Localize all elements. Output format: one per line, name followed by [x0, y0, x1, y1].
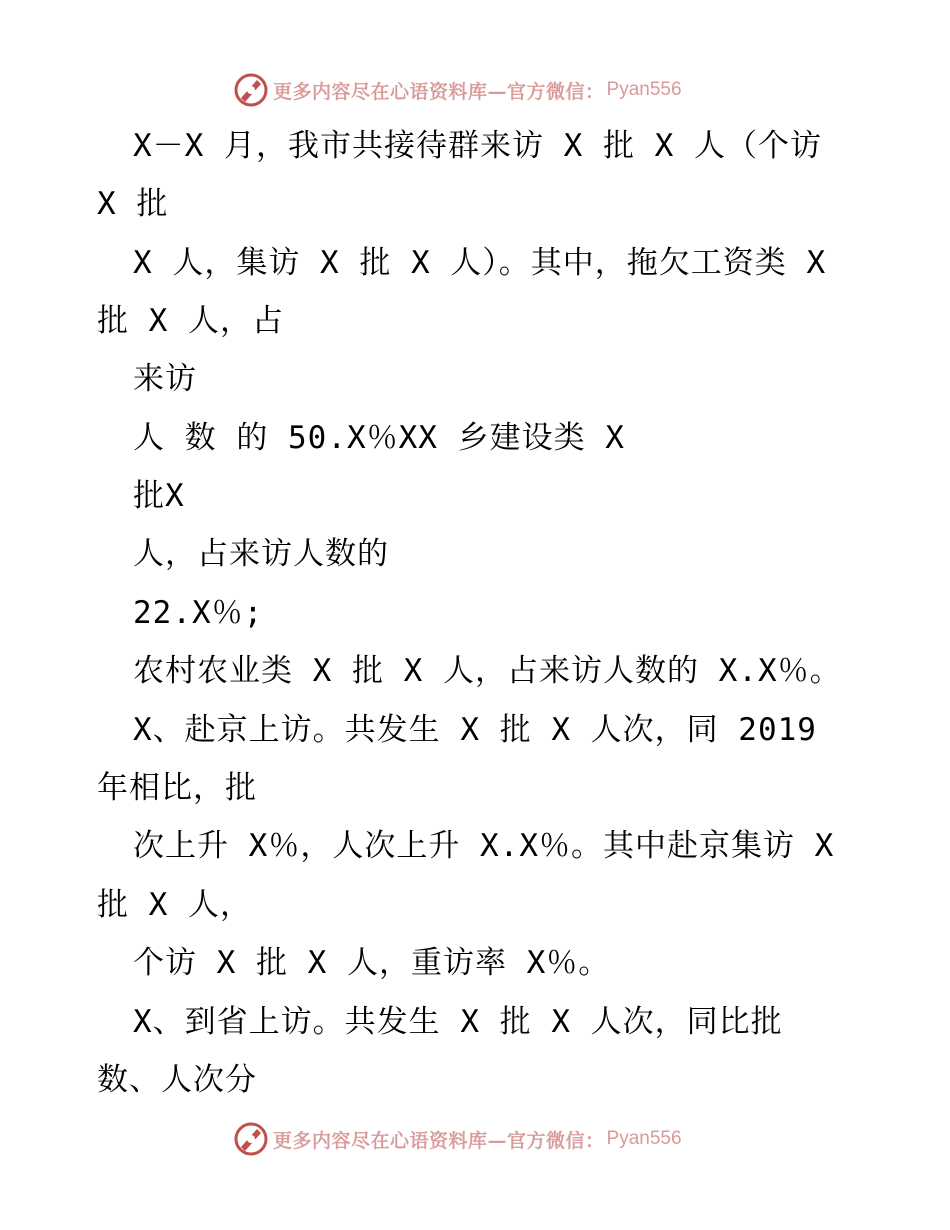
text-line: 数、人次分 — [97, 1062, 257, 1098]
text-line: 年相比，批 — [97, 770, 257, 806]
logo-icon — [233, 1121, 269, 1157]
text-line: 人，占来访人数的 — [133, 536, 389, 572]
header-banner — [233, 70, 682, 110]
logo-icon — [233, 72, 269, 108]
text-line: 来访 — [133, 361, 197, 397]
text-line: 批 X 人， — [97, 887, 252, 923]
text-line: 次上升 X％，人次上升 X.X％。其中赴京集访 X — [133, 828, 835, 864]
text-line: X 人，集访 X 批 X 人）。其中，拖欠工资类 X — [133, 245, 827, 281]
text-line: X 批 — [97, 186, 169, 222]
text-line: 批X — [133, 478, 185, 514]
text-line: 个访 X 批 X 人，重访率 X％。 — [133, 945, 611, 981]
text-line: 批 X 人，占 — [97, 303, 284, 339]
text-line: 农村农业类 X 批 X 人，占来访人数的 X.X％。 — [133, 653, 842, 689]
text-line: 22.X％; — [133, 595, 264, 631]
footer-banner — [233, 1119, 682, 1159]
banner-text: 更多内容尽在心语资料库—官方微信： — [273, 1129, 605, 1152]
text-line: X、到省上访。共发生 X 批 X 人次，同比批 — [133, 1004, 783, 1040]
text-line: X－X 月，我市共接待群来访 X 批 X 人（个访 — [133, 128, 822, 164]
wechat-id: Pyan556 — [606, 1128, 682, 1149]
wechat-id: Pyan556 — [606, 79, 682, 100]
banner-text: 更多内容尽在心语资料库—官方微信： — [273, 80, 605, 103]
text-line: X、赴京上访。共发生 X 批 X 人次，同 2019 — [133, 712, 817, 748]
text-line: 人 数 的 50.X％XX 乡建设类 X — [133, 420, 625, 456]
